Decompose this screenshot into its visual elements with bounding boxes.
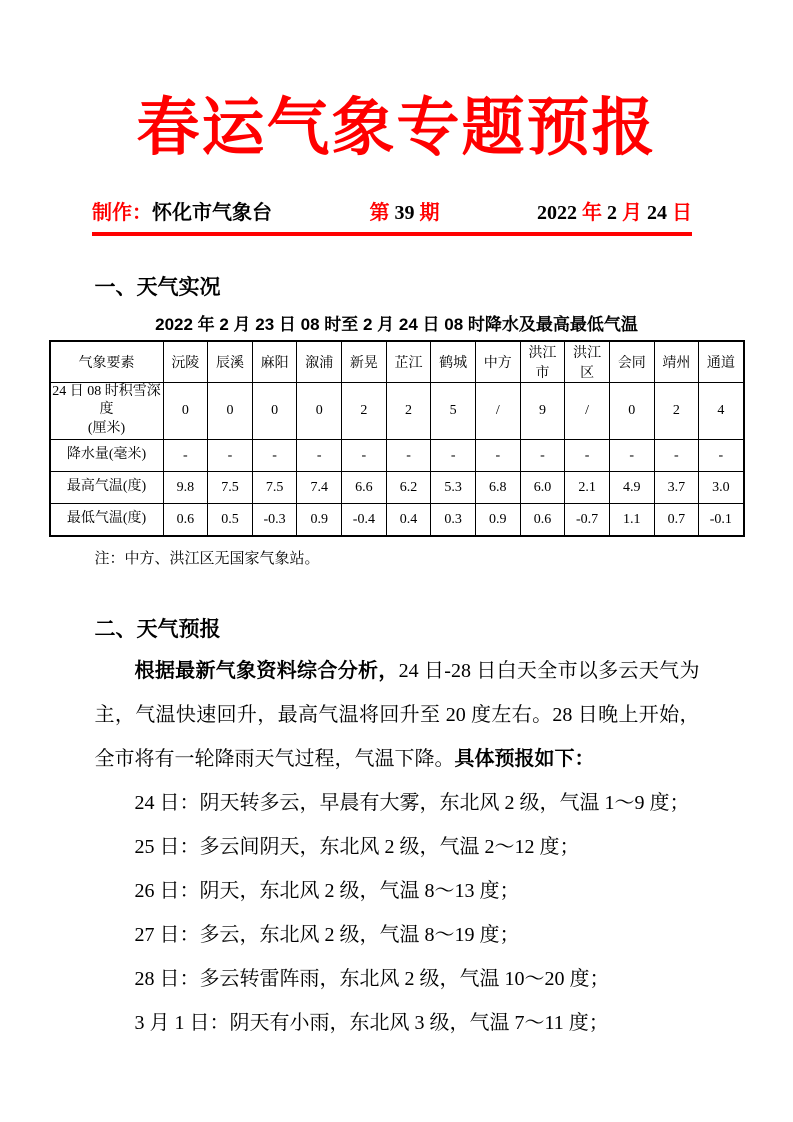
table-cell: 7.4 <box>297 472 342 504</box>
date-month: 2 <box>602 202 622 225</box>
table-row <box>50 382 744 440</box>
table-cell: 0 <box>252 382 297 440</box>
table-cell: - <box>609 440 654 472</box>
table-cell: 9 <box>520 382 565 440</box>
forecast-line: 26 日：阴天，东北风 2 级，气温 8～13 度； <box>134 879 520 902</box>
table-header-cell: 中方 <box>475 341 520 383</box>
section2-heading: 二、天气预报 <box>94 617 221 641</box>
table-cell: - <box>565 440 610 472</box>
table-cell: 0.6 <box>163 504 208 537</box>
table-header-cell: 溆浦 <box>297 341 342 383</box>
table-cell: 7.5 <box>208 472 253 504</box>
table-header-cell: 新晃 <box>342 341 387 383</box>
table-cell: - <box>342 440 387 472</box>
table-cell: 5 <box>431 382 476 440</box>
table-cell: 2.1 <box>565 472 610 504</box>
table-cell: 1.1 <box>609 504 654 537</box>
date-day: 24 <box>642 202 672 225</box>
table-cell: 6.8 <box>475 472 520 504</box>
table-cell: -0.1 <box>699 504 744 537</box>
table-cell: 2 <box>654 382 699 440</box>
table-cell: 5.3 <box>431 472 476 504</box>
table-cell: 7.5 <box>252 472 297 504</box>
table-cell: - <box>297 440 342 472</box>
header-divider <box>92 232 692 236</box>
intro-lead-bold: 根据最新气象资料综合分析， <box>134 659 399 682</box>
date-month-label: 月 <box>622 202 642 225</box>
table-row-label: 24 日 08 时积雪深度 (厘米) <box>50 382 164 440</box>
table-cell: 0 <box>163 382 208 440</box>
table-cell: 0 <box>609 382 654 440</box>
table-cell: 0.3 <box>431 504 476 537</box>
document-title: 春运气象专题预报 <box>136 93 657 163</box>
table-cell: 2 <box>386 382 431 440</box>
date-day-label: 日 <box>672 202 692 225</box>
table-cell: -0.7 <box>565 504 610 537</box>
table-header-cell: 芷江 <box>386 341 431 383</box>
table-cell: - <box>208 440 253 472</box>
table-cell: 3.0 <box>699 472 744 504</box>
forecast-line: 27 日：多云，东北风 2 级，气温 8～19 度； <box>134 923 520 946</box>
table-header-cell: 沅陵 <box>163 341 208 383</box>
table-cell: / <box>475 382 520 440</box>
weather-observation-table <box>49 340 745 538</box>
table-cell: - <box>520 440 565 472</box>
table-cell: 0.5 <box>208 504 253 537</box>
table-cell: 9.8 <box>163 472 208 504</box>
table-cell: 0.9 <box>297 504 342 537</box>
table-row <box>50 504 744 537</box>
forecast-list <box>95 781 700 1045</box>
table-cell: 4 <box>699 382 744 440</box>
table-header-cell: 麻阳 <box>252 341 297 383</box>
table-cell: 0.7 <box>654 504 699 537</box>
table-row <box>50 440 744 472</box>
forecast-intro-paragraph <box>95 649 700 781</box>
table-note: 注：中方、洪江区无国家气象站。 <box>94 551 320 568</box>
table-header-cell: 靖州 <box>654 341 699 383</box>
table-cell: 0.9 <box>475 504 520 537</box>
table-header-cell: 气象要素 <box>50 341 164 383</box>
table-row <box>50 472 744 504</box>
producer-label: 制作： <box>92 202 152 225</box>
table-cell: 6.6 <box>342 472 387 504</box>
table-cell: 6.2 <box>386 472 431 504</box>
table-row-label: 最高气温(度) <box>50 472 164 504</box>
section1-heading: 一、天气实况 <box>94 276 221 300</box>
meta-row <box>92 200 692 227</box>
intro-text: 24 日-28 日白天全市以多云天气为主，气温快速回升，最高气温将回升至 20 度左右。28 日晚上开始，全市将有一轮降雨天气过程，气温下降。 <box>94 659 700 770</box>
table-header-row <box>50 341 744 383</box>
forecast-line: 25 日：多云间阴天，东北风 2 级，气温 2～12 度； <box>134 835 580 858</box>
table-cell: 3.7 <box>654 472 699 504</box>
table-cell: 0 <box>297 382 342 440</box>
table-cell: 0.6 <box>520 504 565 537</box>
forecast-body <box>49 649 745 1045</box>
content-area <box>49 276 745 1044</box>
issue-date <box>537 200 692 227</box>
table-cell: - <box>252 440 297 472</box>
table-cell: - <box>386 440 431 472</box>
forecast-line: 28 日：多云转雷阵雨，东北风 2 级，气温 10～20 度； <box>134 967 610 990</box>
table-row-label: 降水量(毫米) <box>50 440 164 472</box>
issue-number <box>370 200 440 227</box>
table-header-cell: 洪江市 <box>520 341 565 383</box>
table-header-cell: 会同 <box>609 341 654 383</box>
table-header-cell: 洪江区 <box>565 341 610 383</box>
table-header-cell: 通道 <box>699 341 744 383</box>
table-cell: - <box>654 440 699 472</box>
forecast-line: 24 日：阴天转多云，早晨有大雾，东北风 2 级，气温 1～9 度； <box>134 791 690 814</box>
issue-prefix: 第 <box>369 202 390 225</box>
table-cell: 2 <box>342 382 387 440</box>
table-cell: - <box>699 440 744 472</box>
table-cell: 4.9 <box>609 472 654 504</box>
table-header-cell: 鹤城 <box>431 341 476 383</box>
weather-table-head <box>50 341 744 383</box>
forecast-line: 3 月 1 日：阴天有小雨，东北风 3 级，气温 7～11 度； <box>134 1011 609 1034</box>
issue-suffix: 期 <box>419 202 440 225</box>
table-cell: / <box>565 382 610 440</box>
table-cell: 0.4 <box>386 504 431 537</box>
date-year-label: 年 <box>582 202 602 225</box>
table-cell: - <box>163 440 208 472</box>
table-cell: -0.3 <box>252 504 297 537</box>
table-cell: -0.4 <box>342 504 387 537</box>
intro-tail-bold: 具体预报如下： <box>454 747 595 770</box>
weather-table-body <box>50 382 744 536</box>
producer-name: 怀化市气象台 <box>152 202 272 225</box>
table-cell: 6.0 <box>520 472 565 504</box>
table-header-cell: 辰溪 <box>208 341 253 383</box>
producer <box>92 200 272 227</box>
date-year: 2022 <box>537 202 582 225</box>
issue-value: 39 <box>389 202 420 225</box>
weather-table-title: 2022 年 2 月 23 日 08 时至 2 月 24 日 08 时降水及最高最低气温 <box>155 314 638 334</box>
table-cell: 0 <box>208 382 253 440</box>
table-cell: - <box>475 440 520 472</box>
table-row-label: 最低气温(度) <box>50 504 164 537</box>
table-cell: - <box>431 440 476 472</box>
